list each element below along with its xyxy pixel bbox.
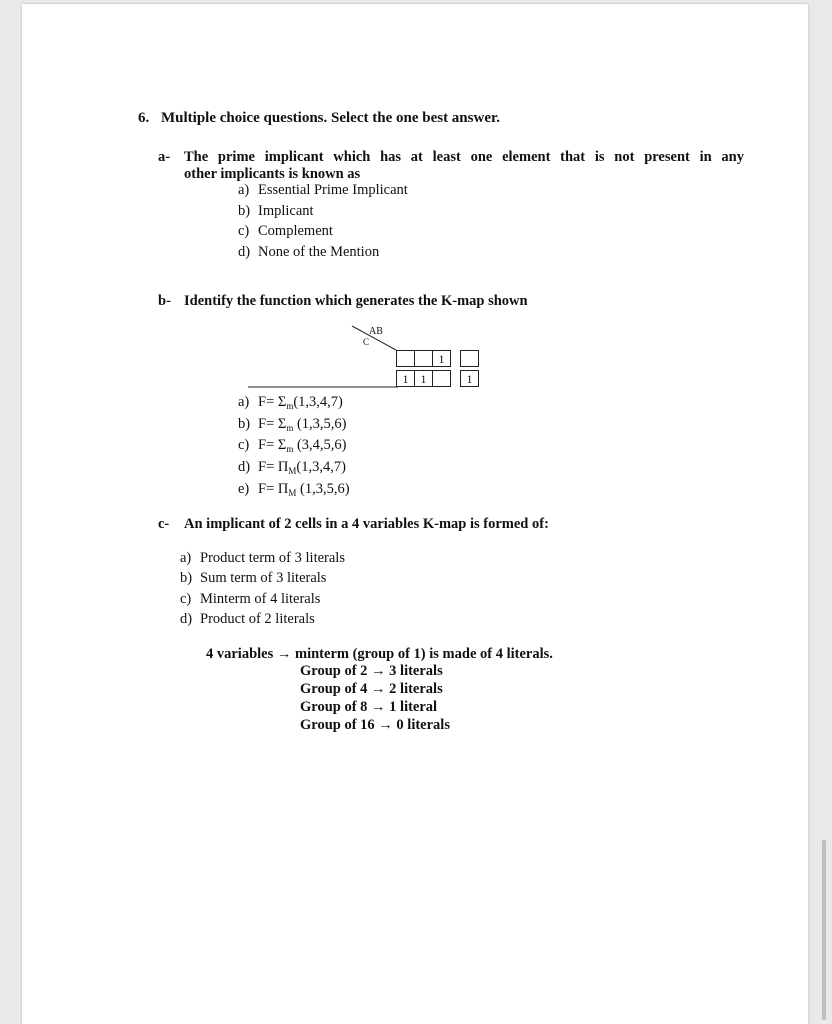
notes-line-2: Group of 2 → 3 literals xyxy=(300,663,443,679)
notes-line-1: 4 variables → minterm (group of 1) is made of 4 literals. xyxy=(206,646,553,662)
part-a-question-line1: The prime implicant which has at least one element that is not present in any xyxy=(184,149,744,165)
part-b-option-b[interactable]: b) $F= \Sigma_m$ (1,3,5,6) xyxy=(238,416,347,433)
kmap-header-c: C xyxy=(363,337,370,347)
part-a-option-c[interactable]: c) Complement xyxy=(238,223,333,239)
kmap-cell: 1 xyxy=(396,370,415,387)
part-c-label: c- xyxy=(158,516,170,532)
document-page xyxy=(22,4,808,1024)
part-c-option-b[interactable]: b) Sum term of 3 literals xyxy=(180,570,327,586)
kmap-baseline xyxy=(248,386,398,389)
notes-line-3: Group of 4 → 2 literals xyxy=(300,681,443,697)
part-c-question: An implicant of 2 cells in a 4 variables K-map is formed of: xyxy=(184,516,549,532)
kmap-cell: 1 xyxy=(432,350,451,367)
part-b-label: b- xyxy=(158,293,171,309)
part-b-option-c[interactable]: c) $F= \Sigma_m$ (3,4,5,6) xyxy=(238,437,347,454)
vertical-scrollbar[interactable] xyxy=(822,840,826,1020)
part-b-option-a[interactable]: a) $F= \Sigma_m(1,3,4,7)$ xyxy=(238,394,343,411)
question-header xyxy=(138,110,500,127)
part-c-option-d[interactable]: d) Product of 2 literals xyxy=(180,611,315,627)
part-a-option-b[interactable]: b) Implicant xyxy=(238,203,314,219)
kmap-cell xyxy=(460,350,479,367)
part-b-question: Identify the function which generates the K-map shown xyxy=(184,293,528,309)
kmap-header-ab: AB xyxy=(369,326,383,337)
question-number: 6. xyxy=(138,110,150,126)
part-c-option-a[interactable]: a) Product term of 3 literals xyxy=(180,550,345,566)
kmap-cell: 1 xyxy=(460,370,479,387)
kmap-cell xyxy=(414,350,433,367)
notes-line-4: Group of 8 → 1 literal xyxy=(300,699,438,715)
part-c-option-c[interactable]: c) Minterm of 4 literals xyxy=(180,591,321,607)
part-a-option-a[interactable]: a) Essential Prime Implicant xyxy=(238,182,408,198)
kmap-cell xyxy=(396,350,415,367)
notes-line-5: Group of 16 → 0 literals xyxy=(300,717,450,733)
part-a-label: a- xyxy=(158,149,171,165)
question-title: Multiple choice questions. Select the one best answer. xyxy=(161,110,501,126)
part-a-option-d[interactable]: d) None of the Mention xyxy=(238,244,380,260)
part-a-question-line2: other implicants is known as xyxy=(184,166,361,182)
kmap-cell: 1 xyxy=(414,370,433,387)
part-b-option-d[interactable]: d) $F= \Pi_M(1,3,4,7)$ xyxy=(238,459,346,476)
part-b-option-e[interactable]: e) $F= \Pi_M$ (1,3,5,6) xyxy=(238,481,350,498)
kmap-cell xyxy=(432,370,451,387)
